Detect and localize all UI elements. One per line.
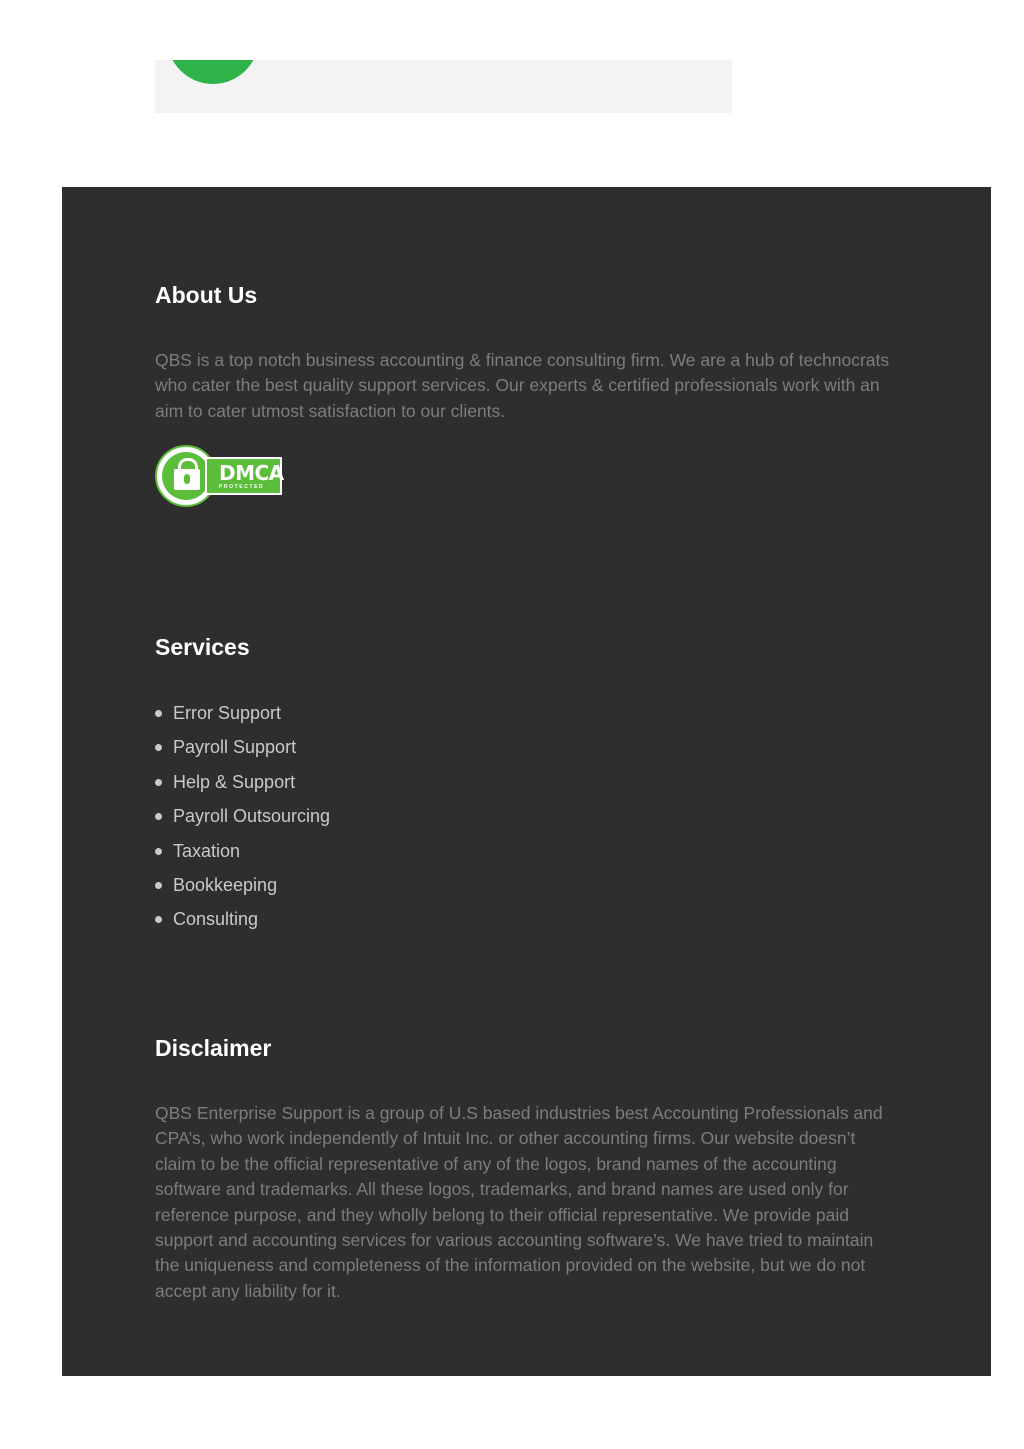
service-link[interactable]: Help & Support — [155, 770, 895, 804]
dmca-subtitle: PROTECTED — [219, 484, 265, 491]
dmca-title: DMCA — [219, 461, 284, 486]
dmca-badge[interactable] — [155, 445, 282, 507]
top-banner-image — [155, 60, 732, 113]
service-link[interactable]: Payroll Outsourcing — [155, 804, 895, 838]
bullet-icon — [155, 779, 162, 786]
bullet-icon — [155, 882, 162, 889]
bullet-icon — [155, 916, 162, 923]
keyhole-icon — [184, 474, 190, 484]
disclaimer-text: QBS Enterprise Support is a group of U.S based industries best Accounting Professionals and CPA’s, who work independently of Intuit Inc. or other accounting firms. Our website doesn’t claim to be the official representative of any of the logos, brand names of the accounting software and trademarks. All these logos, trademarks, and brand names are used only for reference purpose, and they wholly belong to their official representative. We provide paid support and accounting services for various accounting software’s. We have tried to maintain the uniqueness and completeness of the information provided on the website, but we do not accept any liability for it. — [155, 1103, 883, 1301]
service-link[interactable]: Consulting — [155, 907, 895, 941]
bullet-icon — [155, 744, 162, 751]
bullet-icon — [155, 813, 162, 820]
service-link[interactable]: Taxation — [155, 839, 895, 873]
services-heading: Services — [155, 634, 250, 660]
about-heading: About Us — [155, 282, 258, 308]
bullet-icon — [155, 848, 162, 855]
service-link[interactable]: Bookkeeping — [155, 873, 895, 907]
green-circle-graphic — [167, 60, 259, 84]
service-link[interactable]: Error Support — [155, 701, 895, 735]
about-text: QBS is a top notch business accounting & finance consulting firm. We are a hub of technocrats who cater the best quality support services. Our experts & certified professionals work with an aim to cater utmost satisfaction to our clients. — [155, 350, 890, 421]
disclaimer-section — [155, 1034, 895, 1304]
services-section — [155, 633, 895, 942]
footer — [62, 187, 991, 1376]
service-link[interactable]: Payroll Support — [155, 735, 895, 769]
services-list — [155, 701, 895, 942]
dmca-label-box — [205, 457, 282, 495]
disclaimer-heading: Disclaimer — [155, 1035, 272, 1061]
bullet-icon — [155, 710, 162, 717]
about-section — [155, 281, 895, 507]
